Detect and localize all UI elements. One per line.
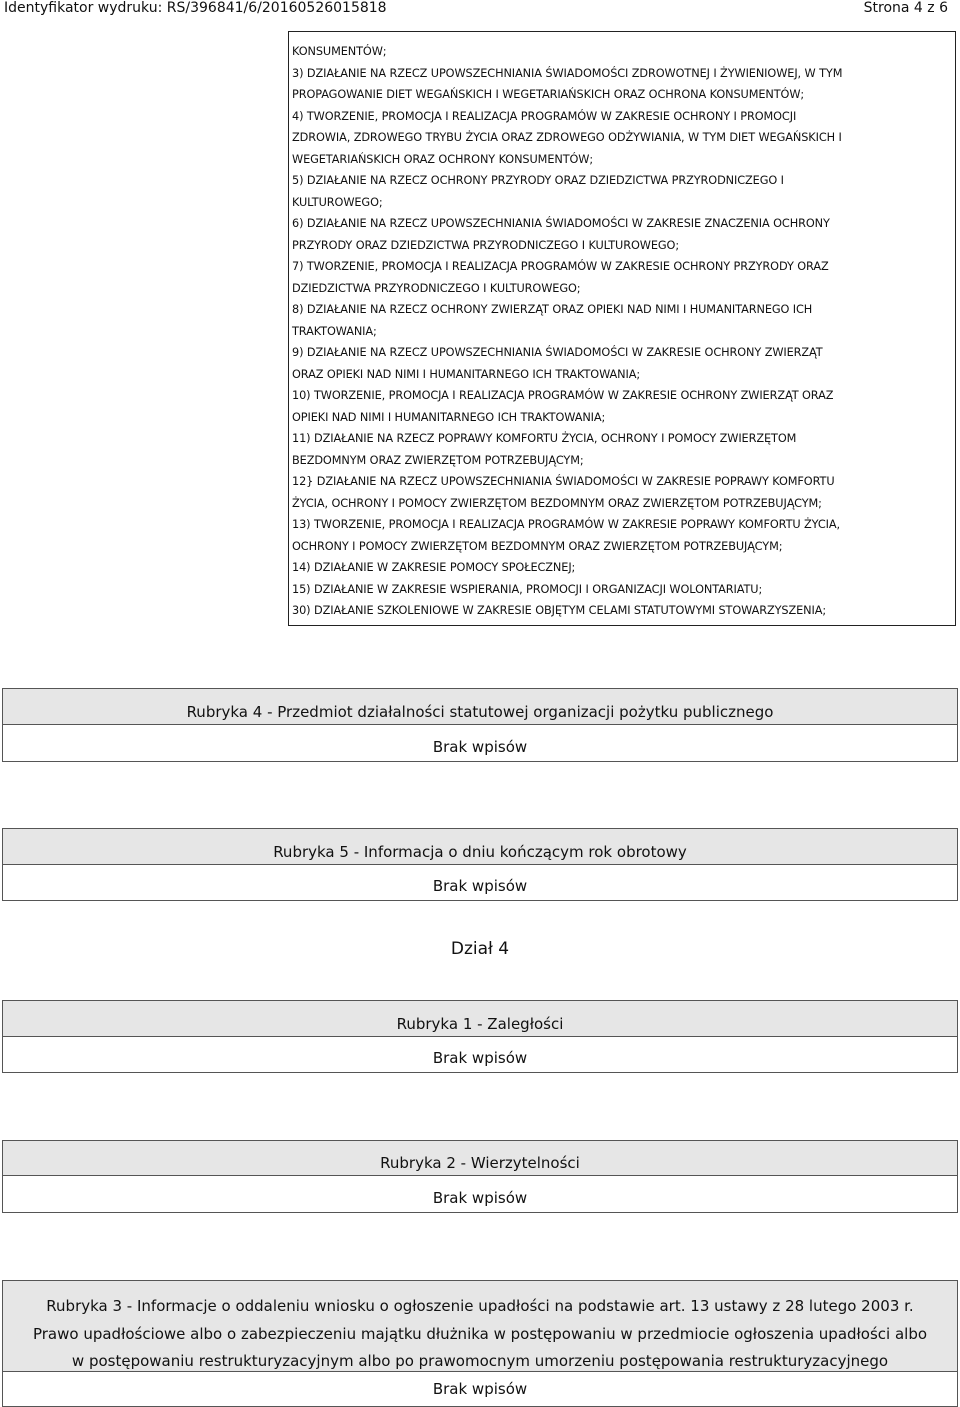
objects-line: 7) TWORZENIE, PROMOCJA I REALIZACJA PROGRAMÓW W ZAKRESIE OCHRONY PRZYRODY ORAZ	[292, 260, 829, 273]
objects-line: ŻYCIA, OCHRONY I POMOCY ZWIERZĘTOM BEZDOMNYM ORAZ ZWIERZĘTOM POTRZEBUJĄCYM;	[292, 496, 822, 510]
objects-line: PROPAGOWANIE DIET WEGAŃSKICH I WEGETARIAŃSKICH ORAZ OCHRONA KONSUMENTÓW;	[292, 88, 805, 101]
objects-line: 12} DZIAŁANIE NA RZECZ UPOWSZECHNIANIA ŚWIADOMOŚCI W ZAKRESIE POPRAWY KOMFORTU	[292, 475, 835, 488]
statutory-objects-box	[288, 31, 956, 626]
objects-line: WEGETARIAŃSKICH ORAZ OCHRONY KONSUMENTÓW;	[292, 152, 594, 166]
rubryka-5-value: Brak wpisów	[432, 877, 528, 895]
objects-line: 14) DZIAŁANIE W ZAKRESIE POMOCY SPOŁECZNEJ;	[292, 561, 576, 574]
d4-rubryka-3-title-line: w postępowaniu restrukturyzacyjnym albo po prawomocnym umorzeniu postępowania restrukturyzacyjnego	[71, 1352, 889, 1370]
objects-line: 11) DZIAŁANIE NA RZECZ POPRAWY KOMFORTU ŻYCIA, OCHRONY I POMOCY ZWIERZĘTOM	[292, 432, 797, 445]
rubryka-4-section	[2, 688, 958, 762]
objects-line: 30) DZIAŁANIE SZKOLENIOWE W ZAKRESIE OBJĘTYM CELAMI STATUTOWYMI STOWARZYSZENIA;	[292, 604, 827, 617]
rubryka-5-section	[2, 828, 958, 901]
objects-line: OPIEKI NAD NIMI I HUMANITARNEGO ICH TRAKTOWANIA;	[292, 410, 606, 424]
d4-rubryka-3-value: Brak wpisów	[432, 1380, 528, 1398]
objects-line: DZIEDZICTWA PRZYRODNICZEGO I KULTUROWEGO;	[292, 281, 581, 295]
objects-line: 3) DZIAŁANIE NA RZECZ UPOWSZECHNIANIA ŚWIADOMOŚCI ZDROWOTNEJ I ŻYWIENIOWEJ, W TYM	[292, 66, 843, 80]
objects-line: ZDROWIA, ZDROWEGO TRYBU ŻYCIA ORAZ ZDROWEGO ODŻYWIANIA, W TYM DIET WEGAŃSKICH I	[292, 131, 842, 144]
objects-line: 13) TWORZENIE, PROMOCJA I REALIZACJA PROGRAMÓW W ZAKRESIE POPRAWY KOMFORTU ŻYCIA,	[292, 518, 840, 531]
objects-line: ORAZ OPIEKI NAD NIMI I HUMANITARNEGO ICH TRAKTOWANIA;	[292, 367, 641, 381]
objects-line: BEZDOMNYM ORAZ ZWIERZĘTOM POTRZEBUJĄCYM;	[292, 453, 584, 467]
rubryka-4-title: Rubryka 4 - Przedmiot działalności statutowej organizacji pożytku publicznego	[3, 689, 957, 725]
rubryka-5-title: Rubryka 5 - Informacja o dniu kończącym rok obrotowy	[3, 829, 957, 865]
objects-line: 10) TWORZENIE, PROMOCJA I REALIZACJA PROGRAMÓW W ZAKRESIE OCHRONY ZWIERZĄT ORAZ	[292, 389, 834, 402]
d4-rubryka-2-value: Brak wpisów	[432, 1189, 528, 1207]
print-identifier: Identyfikator wydruku: RS/396841/6/20160526015818	[4, 0, 387, 16]
d4-rubryka-2-title: Rubryka 2 - Wierzytelności	[3, 1141, 957, 1176]
objects-line: 9) DZIAŁANIE NA RZECZ UPOWSZECHNIANIA ŚWIADOMOŚCI W ZAKRESIE OCHRONY ZWIERZĄT	[292, 346, 823, 359]
objects-line: OCHRONY I POMOCY ZWIERZĘTOM BEZDOMNYM ORAZ ZWIERZĘTOM POTRZEBUJĄCYM;	[292, 539, 783, 553]
d4-rubryka-3-title-line: Prawo upadłościowe albo o zabezpieczeniu majątku dłużnika w postępowaniu w przedmiocie ogłoszenia upadłości albo	[32, 1324, 928, 1343]
objects-line: 6) DZIAŁANIE NA RZECZ UPOWSZECHNIANIA ŚWIADOMOŚCI W ZAKRESIE ZNACZENIA OCHRONY	[292, 217, 830, 230]
objects-line: TRAKTOWANIA;	[292, 324, 377, 338]
objects-line: 4) TWORZENIE, PROMOCJA I REALIZACJA PROGRAMÓW W ZAKRESIE OCHRONY I PROMOCJI	[292, 109, 797, 123]
objects-line: 8) DZIAŁANIE NA RZECZ OCHRONY ZWIERZĄT ORAZ OPIEKI NAD NIMI I HUMANITARNEGO ICH	[292, 303, 813, 316]
d4-rubryka-3-title	[3, 1281, 957, 1372]
d4-rubryka-2-section	[2, 1140, 958, 1213]
d4-rubryka-1-title: Rubryka 1 - Zaległości	[3, 1001, 957, 1037]
d4-rubryka-1-value: Brak wpisów	[432, 1049, 528, 1067]
d4-rubryka-1-section	[2, 1000, 958, 1073]
objects-line: KULTUROWEGO;	[292, 195, 383, 209]
objects-line: 15) DZIAŁANIE W ZAKRESIE WSPIERANIA, PROMOCJI I ORGANIZACJI WOLONTARIATU;	[292, 582, 763, 596]
objects-line: PRZYRODY ORAZ DZIEDZICTWA PRZYRODNICZEGO I KULTUROWEGO;	[292, 238, 680, 252]
objects-line: 5) DZIAŁANIE NA RZECZ OCHRONY PRZYRODY ORAZ DZIEDZICTWA PRZYRODNICZEGO I	[292, 174, 784, 187]
section-heading-dzial-4: Dział 4	[450, 939, 510, 959]
d4-rubryka-3-section	[2, 1280, 958, 1407]
page-header	[0, 0, 960, 18]
rubryka-4-value: Brak wpisów	[432, 738, 528, 756]
objects-line: KONSUMENTÓW;	[292, 45, 387, 58]
page-number: Strona 4 z 6	[863, 0, 948, 16]
d4-rubryka-3-title-line: Rubryka 3 - Informacje o oddaleniu wniosku o ogłoszenie upadłości na podstawie art. 13 ustawy z 28 lutego 2003 r.	[46, 1297, 914, 1315]
